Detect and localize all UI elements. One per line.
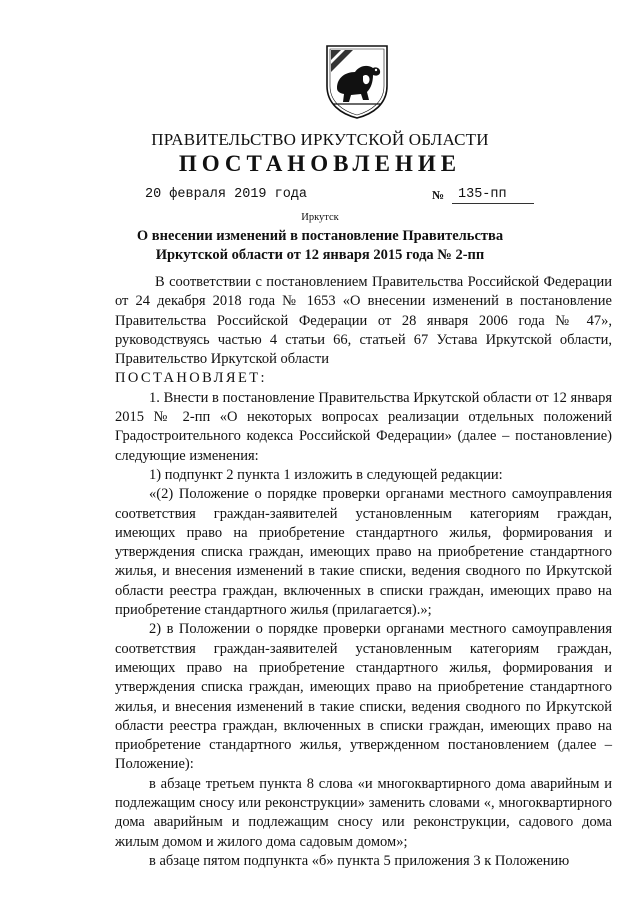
document-number: 135-пп: [458, 187, 507, 202]
government-title: ПРАВИТЕЛЬСТВО ИРКУТСКОЙ ОБЛАСТИ: [151, 130, 489, 149]
document-date: 20 февраля 2019 года: [145, 187, 308, 202]
document-type-heading: ПОСТАНОВЛЕНИЕ: [178, 151, 462, 176]
irkutsk-coat-of-arms-icon: [323, 42, 391, 120]
item-1-paragraph: 1. Внести в постановление Правительства Иркутской области от 12 января 2015 № 2-пп «О некоторых вопросах реализации отдельных положений Градостроительного кодекса Российской Федерации» (далее – постановление) следующие изменения:: [115, 389, 612, 464]
preamble-paragraph: В соответствии с постановлением Правительства Российской Федерации от 24 декабря 2018 года № 1653 «О внесении изменений в постановление Правительства Российской Федерации от 28 января 2006 года № 47», руководствуясь частью 4 статьи 66, статьей 67 Устава Иркутской области, Правительство Иркутской области: [115, 274, 612, 368]
subitem-1-paragraph: 1) подпункт 2 пункта 1 изложить в следующей редакции:: [149, 466, 503, 483]
number-sign: №: [432, 188, 445, 202]
amendment-paragraph-b: в абзаце пятом подпункта «б» пункта 5 приложения 3 к Положению: [149, 852, 570, 869]
document-city: Иркутск: [301, 212, 339, 223]
amendment-paragraph-a: в абзаце третьем пункта 8 слова «и многоквартирного дома аварийным и подлежащим сносу или реконструкции» заменить словами «, многоквартирного дома аварийным и подлежащим сносу или реконструкции, садового дома жилым домом и жилого дома садовым домом»;: [115, 775, 612, 850]
decree-word: ПОСТАНОВЛЯЕТ:: [115, 370, 267, 387]
document-body: [115, 273, 612, 871]
number-underline: [452, 203, 534, 204]
quoted-text-paragraph: «(2) Положение о порядке проверки органами местного самоуправления соответствия граждан-заявителей установленным категориям граждан, имеющих право на приобретение стандартного жилья, формирования и утверждения списка граждан, имеющих право на приобретение стандартного жилья, и внесения изменений в такие списки, ведения сводного по Иркутской области реестра граждан, включенных в списки граждан, имеющих право на приобретение стандартного жилья (прилагается).»;: [115, 486, 612, 619]
subitem-2-paragraph: 2) в Положении о порядке проверки органами местного самоуправления соответствия граждан-заявителей установленным категориям граждан, имеющих право на приобретение стандартного жилья, формирования и утверждения списка граждан, имеющих право на приобретение стандартного жилья, и внесения изменений в такие списки, ведения сводного по Иркутской области реестра граждан, включенных в списки граждан, имеющих право на приобретение стандартного жилья, утвержденном постановлением (далее – Положение):: [115, 621, 612, 773]
document-subject: О внесении изменений в постановление Правительства Иркутской области от 12 января 2015 года № 2-пп: [136, 228, 504, 263]
